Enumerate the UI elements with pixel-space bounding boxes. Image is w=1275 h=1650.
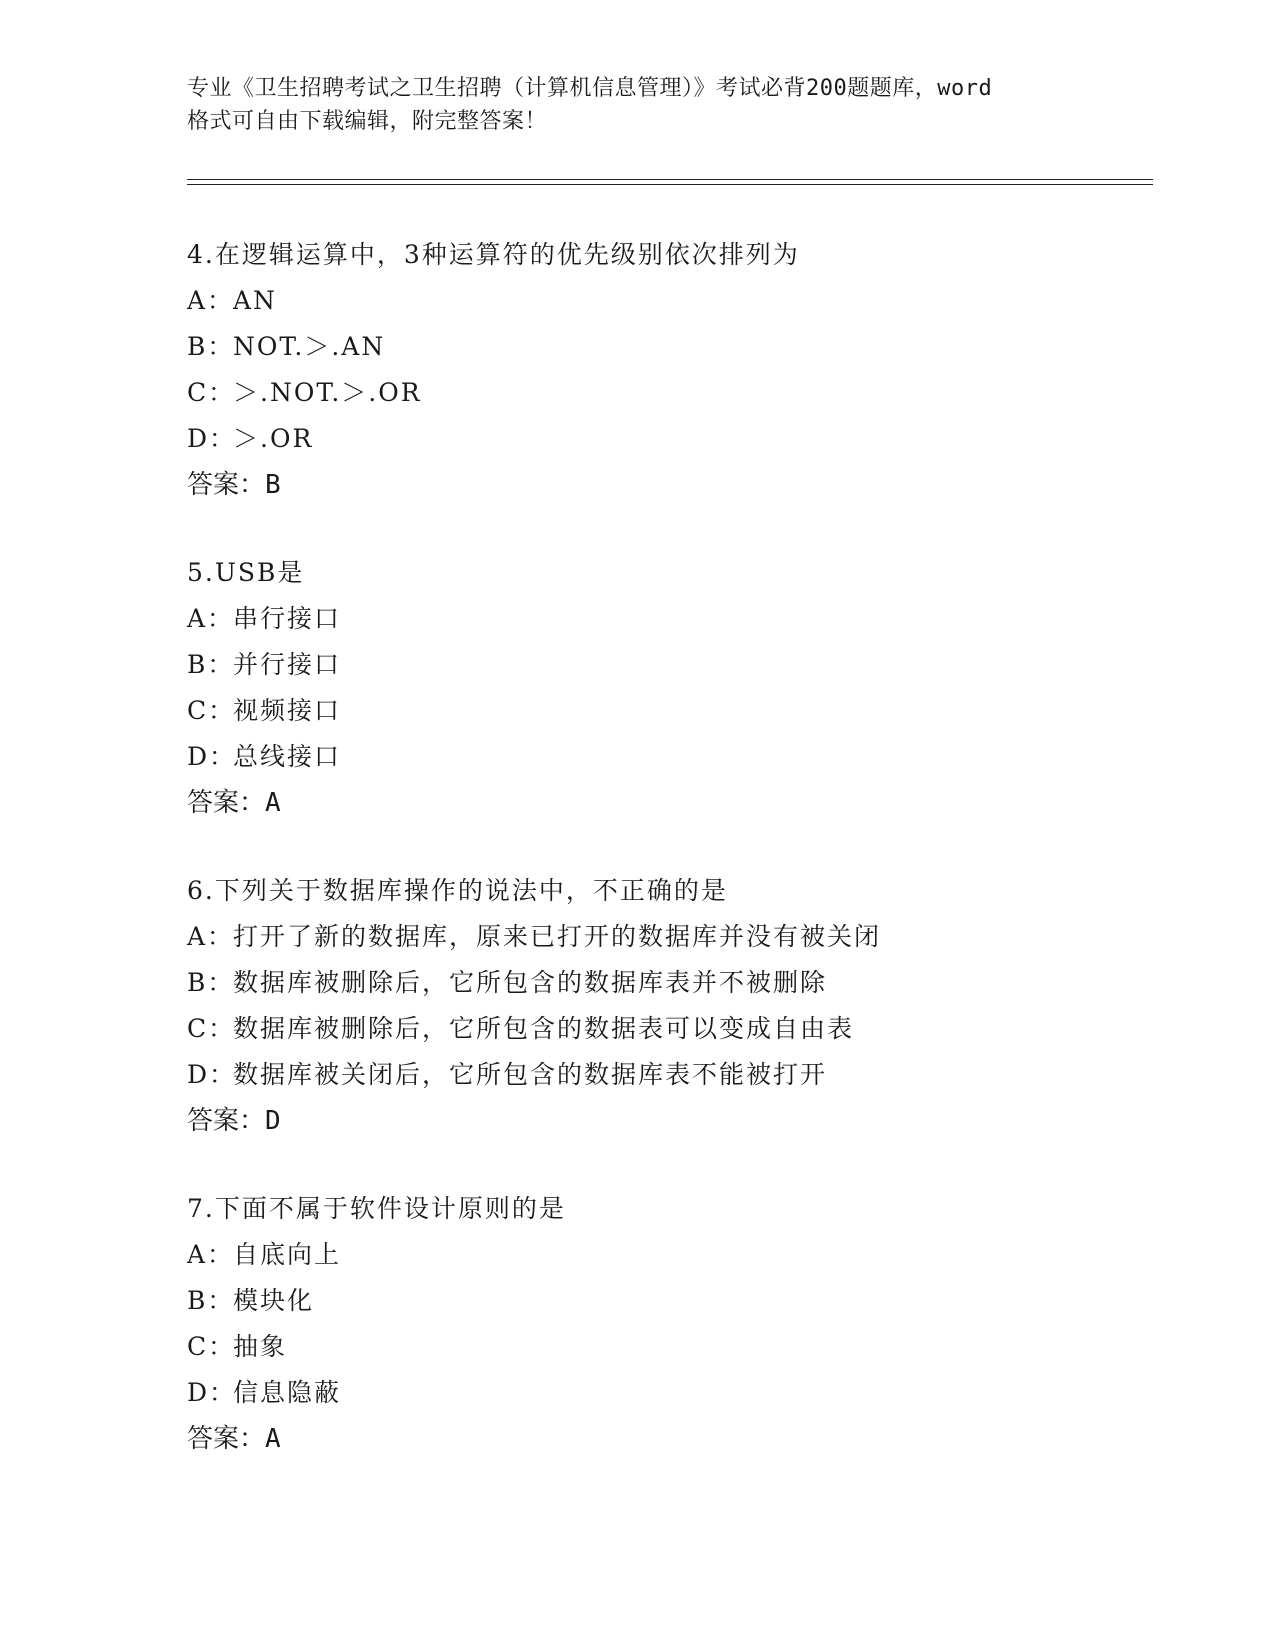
option-text: 抽象: [233, 1332, 288, 1361]
option-key: B：: [187, 332, 235, 361]
answer-line: 答案：A: [187, 788, 281, 818]
option-key: C：: [187, 1332, 236, 1361]
option-key: C：: [187, 1014, 236, 1043]
option-text: 总线接口: [233, 742, 342, 771]
option-key: C：: [187, 696, 236, 725]
question-stem: 7.下面不属于软件设计原则的是: [187, 1194, 566, 1223]
option-text: 数据库被删除后，它所包含的数据库表并不被删除: [233, 968, 828, 997]
header-line-1: 专业《卫生招聘考试之卫生招聘（计算机信息管理）》考试必背200题题库，word: [187, 76, 993, 101]
option-a: [187, 596, 1147, 642]
document-header: [187, 72, 1087, 138]
question-stem: 6.下列关于数据库操作的说法中，不正确的是: [187, 876, 728, 905]
option-b: [187, 960, 1147, 1006]
option-a: [187, 1232, 1147, 1278]
option-key: C：: [187, 378, 236, 407]
option-key: A：: [187, 1240, 235, 1269]
question-stem: 4.在逻辑运算中，3种运算符的优先级别依次排列为: [187, 240, 800, 269]
option-text: 数据库被关闭后，它所包含的数据库表不能被打开: [233, 1060, 828, 1089]
option-b: [187, 1278, 1147, 1324]
option-key: D：: [187, 1378, 237, 1407]
option-d: [187, 734, 1147, 780]
option-c: [187, 688, 1147, 734]
option-text: 数据库被删除后，它所包含的数据表可以变成自由表: [233, 1014, 855, 1043]
option-key: B：: [187, 1286, 235, 1315]
option-text: 信息隐蔽: [233, 1378, 342, 1407]
header-line-2: 格式可自由下载编辑，附完整答案！: [187, 109, 548, 134]
option-text: ＞.OR: [233, 424, 314, 453]
option-text: 并行接口: [233, 650, 342, 679]
option-key: D：: [187, 1060, 237, 1089]
option-key: A：: [187, 922, 235, 951]
option-text: AN: [233, 286, 277, 315]
option-a: [187, 278, 1147, 324]
option-text: 自底向上: [233, 1240, 342, 1269]
option-c: [187, 1006, 1147, 1052]
option-text: 模块化: [233, 1286, 315, 1315]
question-block: [187, 868, 1147, 1144]
question-block: [187, 232, 1147, 508]
option-text: 打开了新的数据库，原来已打开的数据库并没有被关闭: [233, 922, 882, 951]
option-a: [187, 914, 1147, 960]
answer-line: 答案：D: [187, 1106, 281, 1136]
option-text: 串行接口: [233, 604, 342, 633]
question-block: [187, 550, 1147, 826]
option-c: [187, 1324, 1147, 1370]
option-b: [187, 642, 1147, 688]
option-text: NOT.＞.AN: [233, 332, 386, 361]
option-text: ＞.NOT.＞.OR: [233, 378, 422, 407]
answer-line: 答案：B: [187, 470, 281, 500]
option-text: 视频接口: [233, 696, 342, 725]
option-key: A：: [187, 604, 235, 633]
option-key: A：: [187, 286, 235, 315]
option-b: [187, 324, 1147, 370]
option-key: B：: [187, 650, 235, 679]
option-key: D：: [187, 742, 237, 771]
option-d: [187, 1052, 1147, 1098]
option-key: D：: [187, 424, 237, 453]
option-key: B：: [187, 968, 235, 997]
option-d: [187, 416, 1147, 462]
question-stem: 5.USB是: [187, 558, 305, 587]
header-divider-bottom: [187, 184, 1153, 185]
option-c: [187, 370, 1147, 416]
header-divider-top: [187, 179, 1153, 180]
answer-line: 答案：A: [187, 1424, 281, 1454]
option-d: [187, 1370, 1147, 1416]
question-block: [187, 1186, 1147, 1462]
